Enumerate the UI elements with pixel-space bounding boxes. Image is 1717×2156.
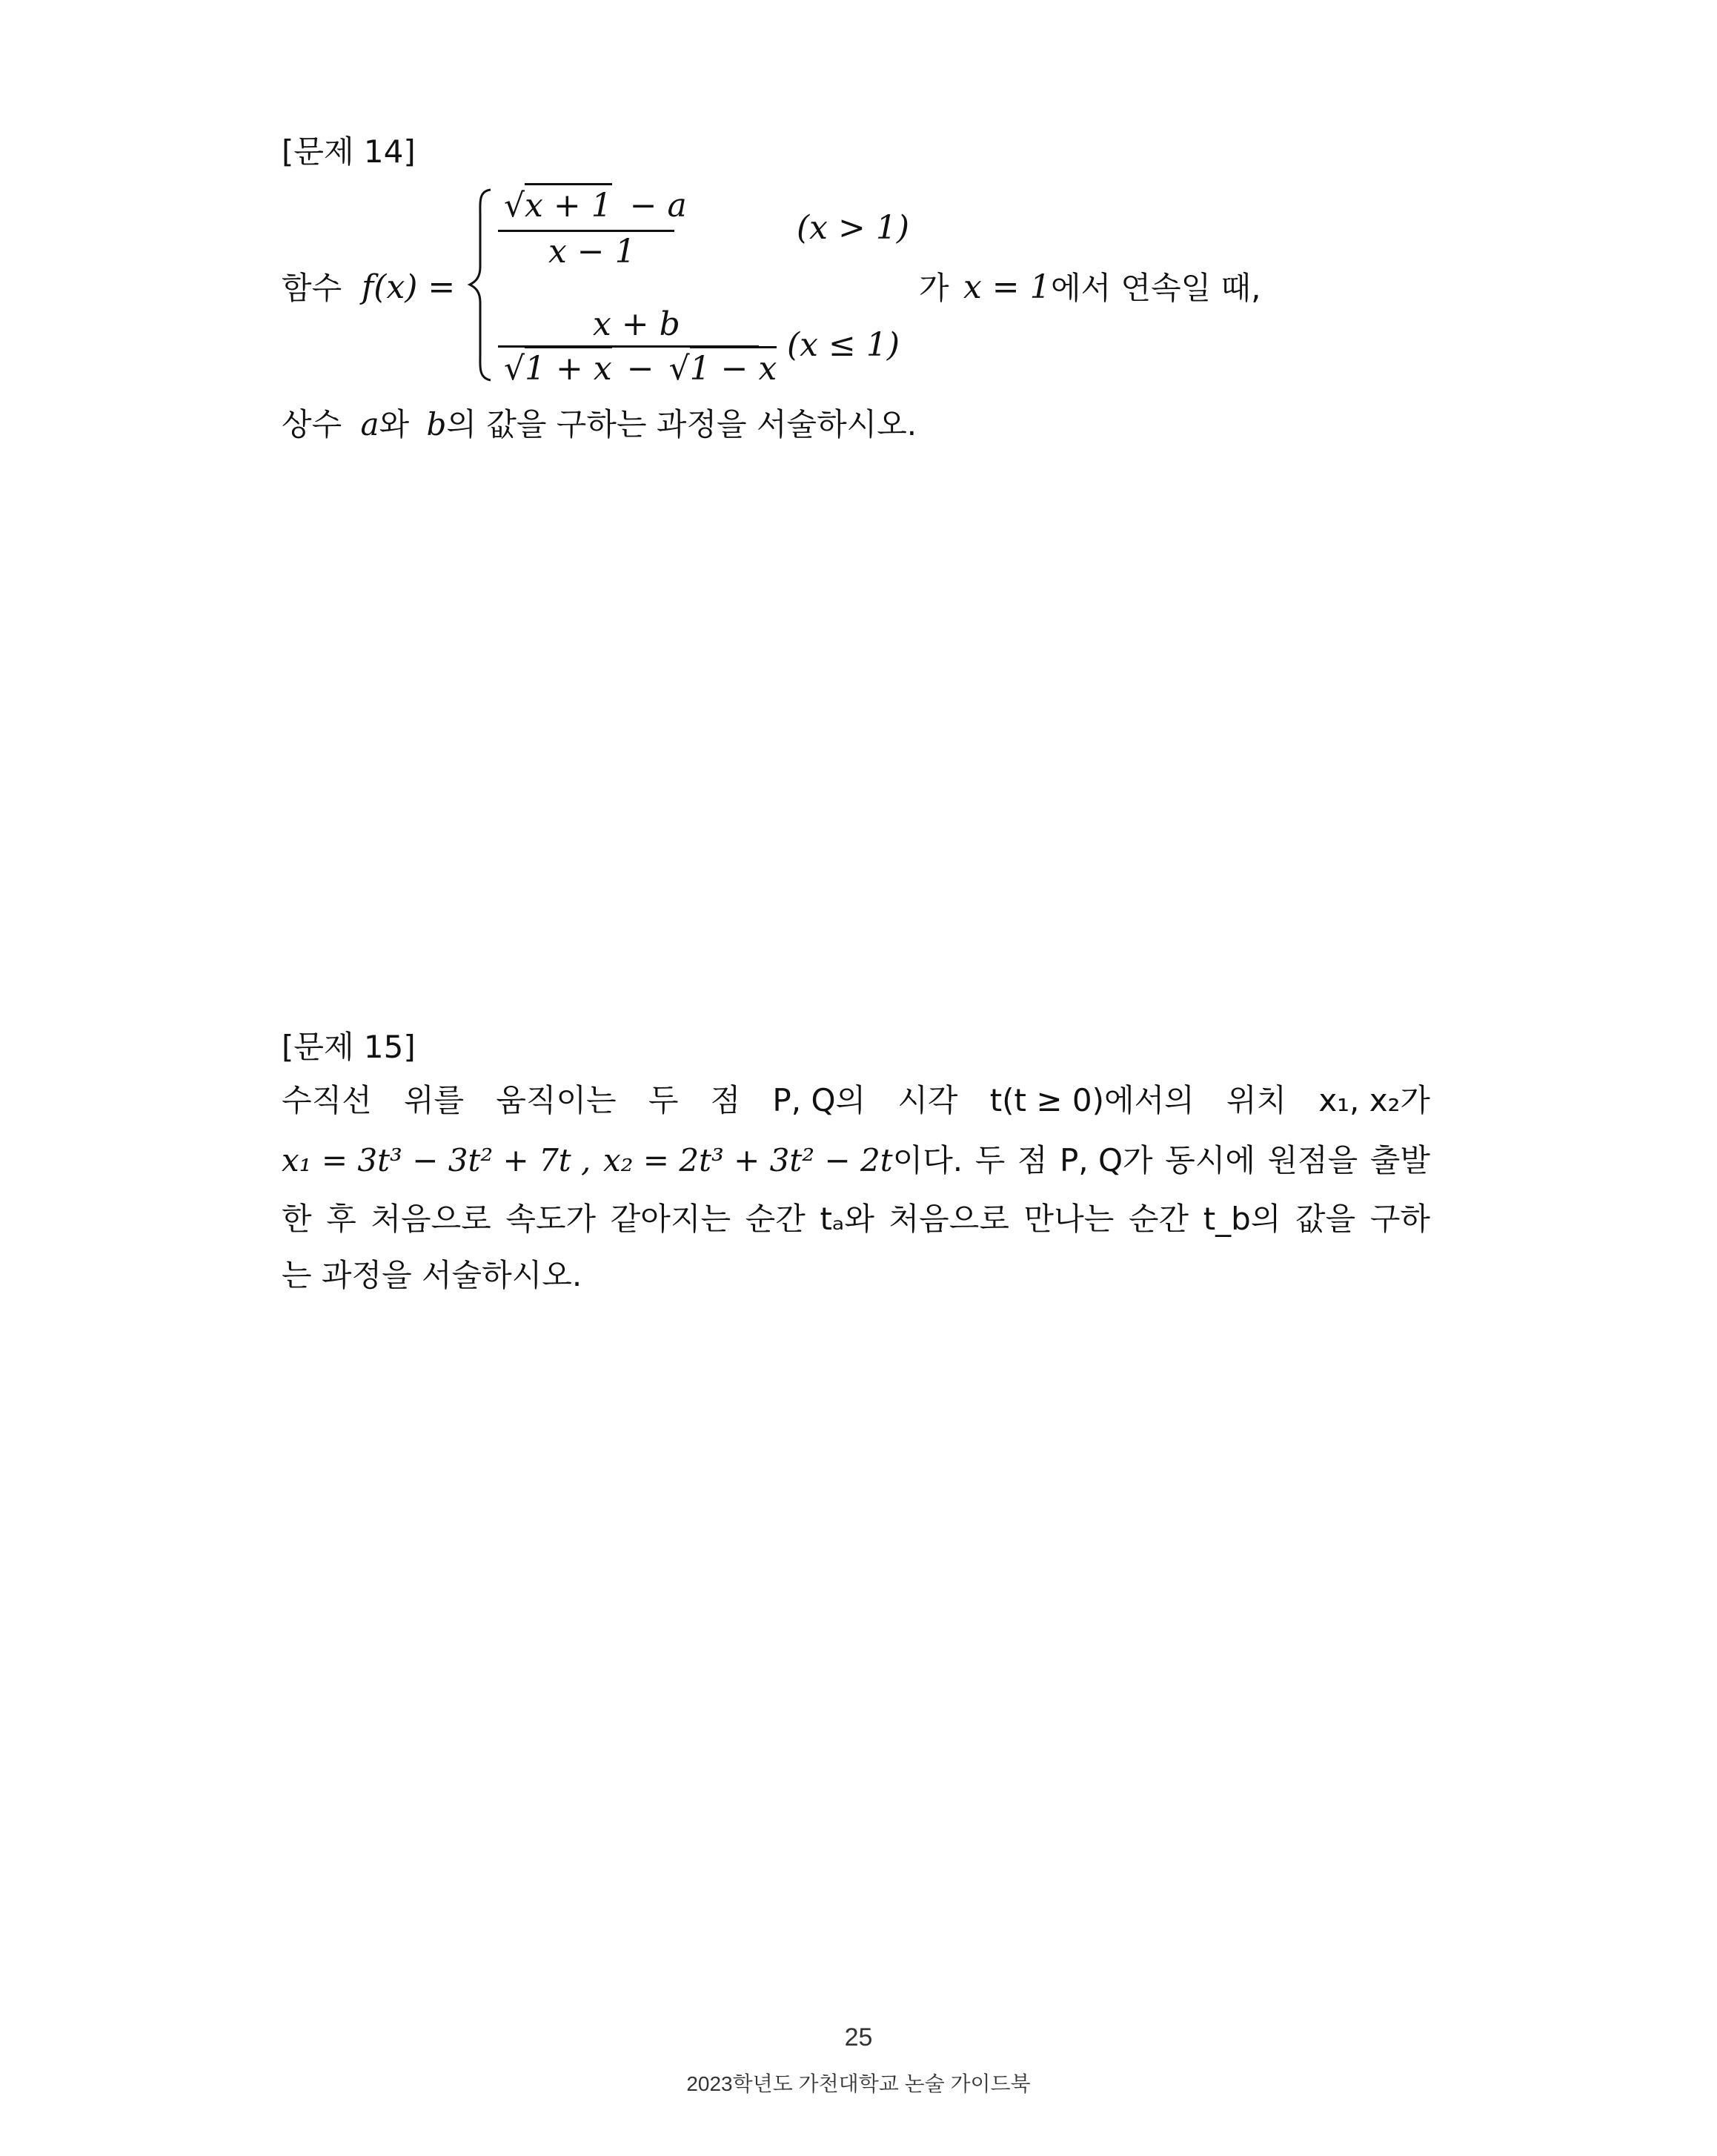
problem-15-line2 — [282, 1142, 1430, 1178]
tail-equation: x = 1 — [963, 268, 1051, 306]
word: 두 — [974, 1142, 1006, 1178]
line2-word: 와 — [379, 406, 410, 442]
case1-denominator: x − 1 — [548, 233, 636, 271]
case2-radicand-2: 1 − x — [690, 346, 777, 388]
word: 값을 — [1295, 1201, 1356, 1237]
word: 점 — [710, 1082, 741, 1118]
case2-denominator — [504, 350, 777, 388]
word: 출발 — [1369, 1142, 1430, 1178]
word: 움직이는 — [496, 1082, 617, 1118]
problem-14-heading: [문제 14] — [282, 133, 416, 170]
word: 이다. — [892, 1142, 963, 1178]
sqrt-icon: √ — [504, 350, 525, 388]
var-a: a — [360, 406, 379, 442]
case2-radicand-1: 1 + x — [525, 346, 612, 388]
word: 만나는 — [1023, 1201, 1115, 1237]
word: 수직선 — [282, 1082, 372, 1118]
sqrt-icon: √ — [504, 187, 525, 225]
piecewise-brace-icon — [465, 187, 495, 383]
time-condition: t(t ≥ 0)에서의 — [989, 1082, 1195, 1118]
word: 위를 — [403, 1082, 465, 1118]
tail-ga: 가 — [919, 270, 949, 306]
word: 처음으로 — [371, 1201, 491, 1237]
line2-word: 상수 — [282, 406, 342, 442]
word: 시각 — [897, 1082, 958, 1118]
word: 동시에 — [1165, 1142, 1255, 1178]
positions-x1-x2: x₁, x₂가 — [1318, 1082, 1430, 1118]
equation-x1: x₁ = 3t³ − 3t² + 7t , — [282, 1142, 591, 1178]
case1-numerator — [504, 187, 687, 225]
problem-15-line1 — [282, 1082, 1430, 1118]
case1-radicand: x + 1 — [525, 183, 612, 225]
word: 처음으로 — [889, 1201, 1009, 1237]
case2-numerator: x + b — [593, 305, 680, 343]
time-tb: t_b의 — [1203, 1201, 1281, 1237]
word: 속도가 — [505, 1201, 597, 1237]
case1-fraction-bar — [498, 230, 674, 232]
book-title: 2023학년도 가천대학교 논술 가이드북 — [686, 2072, 1031, 2095]
equation-group — [602, 1142, 963, 1178]
word: 같아지는 — [610, 1201, 731, 1237]
case1-minus-a: − a — [629, 187, 687, 225]
f-of-x: f(x) = — [362, 268, 456, 306]
equation-x2: x₂ = 2t³ + 3t² − 2t — [602, 1142, 893, 1178]
word: 한 — [282, 1201, 312, 1237]
problem-15-line3 — [282, 1201, 1430, 1237]
tail-text: 에서 연속일 때, — [1051, 270, 1261, 306]
case2-minus: − — [626, 350, 654, 388]
page-number: 25 — [844, 2023, 873, 2051]
function-label: 함수 — [282, 270, 342, 306]
var-b: b — [426, 406, 447, 442]
word: 순간 — [1128, 1201, 1189, 1237]
problem-14-line2 — [282, 406, 917, 442]
problem-15-heading: [문제 15] — [282, 1029, 416, 1065]
word: 위치 — [1226, 1082, 1287, 1118]
word: 구하 — [1369, 1201, 1430, 1237]
word: 점 — [1017, 1142, 1048, 1178]
case1-condition: (x > 1) — [797, 209, 909, 247]
points-pq: P, Q가 — [1059, 1142, 1153, 1178]
time-ta: tₐ와 — [820, 1201, 874, 1237]
word: 두 — [648, 1082, 679, 1118]
line2-word: 의 값을 구하는 과정을 서술하시오. — [446, 406, 917, 442]
problem-15-line4: 는 과정을 서술하시오. — [282, 1257, 582, 1293]
word: 후 — [326, 1201, 356, 1237]
word: 원점을 — [1267, 1142, 1358, 1178]
sqrt-icon: √ — [668, 350, 690, 388]
case2-condition: (x ≤ 1) — [787, 326, 900, 364]
word: 순간 — [745, 1201, 806, 1237]
points-pq: P, Q의 — [772, 1082, 866, 1118]
